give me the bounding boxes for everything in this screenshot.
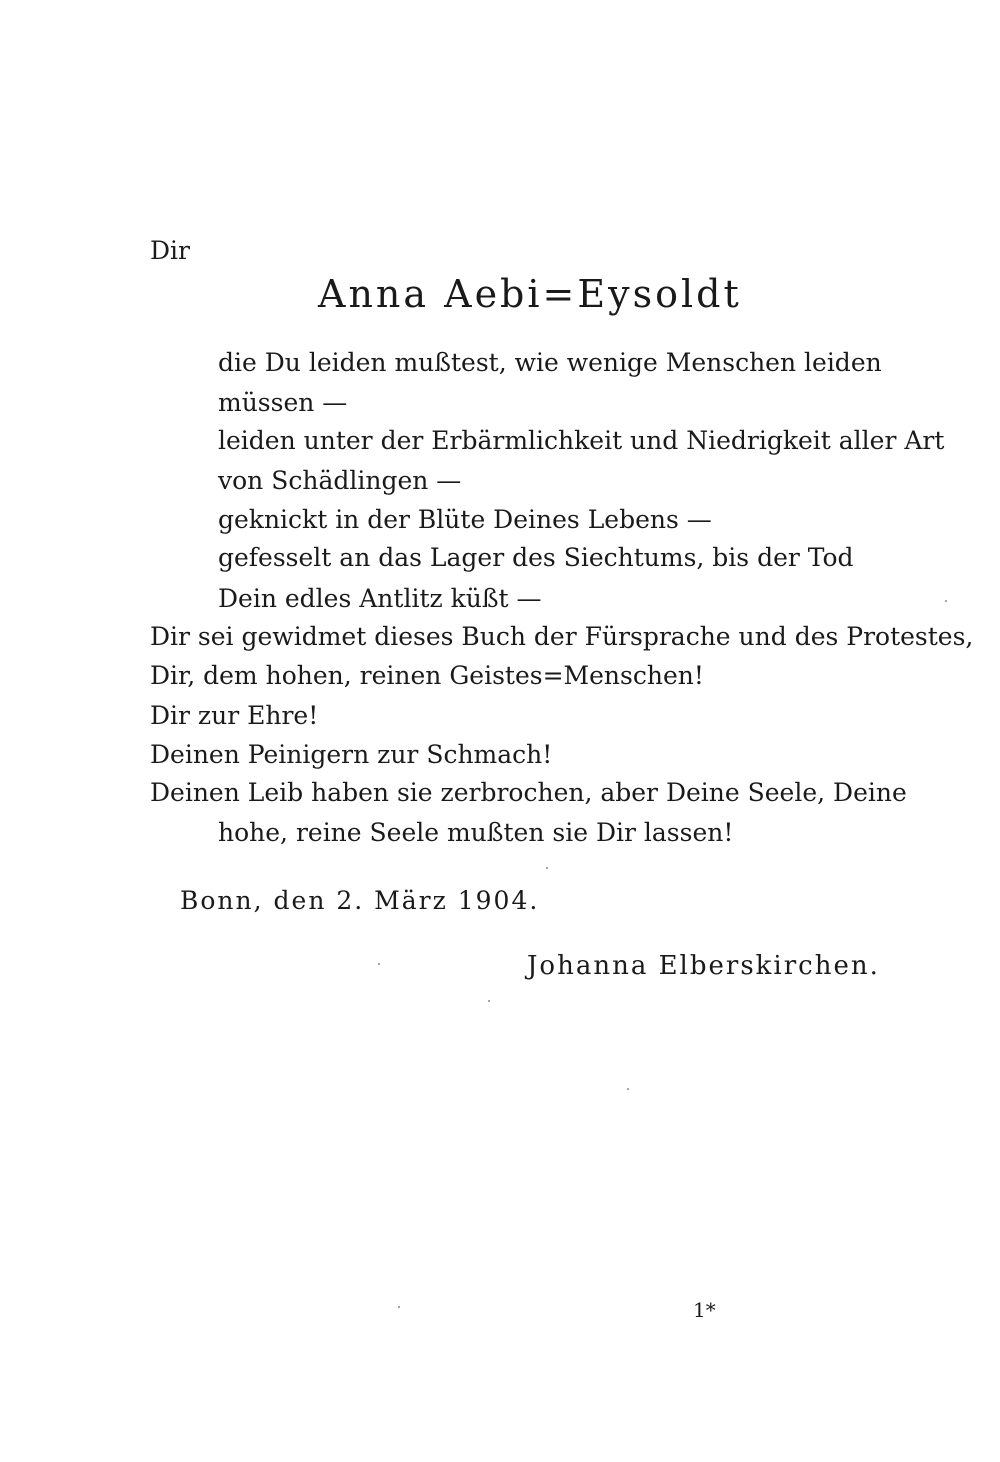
paper-speck bbox=[398, 1306, 400, 1308]
dedication-line: leiden unter der Erbärmlichkeit und Niedrigkeit aller Art bbox=[218, 426, 945, 455]
dedication-line: gefesselt an das Lager des Siechtums, bis der Tod bbox=[218, 543, 854, 572]
dedication-line: die Du leiden mußtest, wie wenige Menschen leiden bbox=[218, 348, 882, 377]
dedication-line: Dir zur Ehre! bbox=[150, 701, 319, 730]
paper-speck bbox=[488, 1000, 490, 1002]
dedication-line: müssen — bbox=[218, 388, 348, 417]
paper-speck bbox=[945, 600, 947, 602]
dedication-line: geknickt in der Blüte Deines Lebens — bbox=[218, 505, 712, 534]
dedication-line: Dir sei gewidmet dieses Buch der Fürsprache und des Protestes, bbox=[150, 622, 974, 651]
page-number: 1* bbox=[693, 1298, 716, 1322]
author-signature: Johanna Elberskirchen. bbox=[527, 951, 880, 981]
dedication-line: Dir, dem hohen, reinen Geistes=Menschen! bbox=[150, 661, 704, 690]
paper-speck bbox=[378, 963, 380, 965]
paper-speck bbox=[546, 867, 548, 869]
dedication-line: Dein edles Antlitz küßt — bbox=[218, 584, 542, 613]
paper-speck bbox=[627, 1088, 629, 1090]
dedication-line: Deinen Leib haben sie zerbrochen, aber Deine Seele, Deine bbox=[150, 778, 907, 807]
dedicatee-name: Anna Aebi=Eysoldt bbox=[318, 272, 742, 316]
place-and-date: Bonn, den 2. März 1904. bbox=[180, 886, 540, 915]
dedication-line: hohe, reine Seele mußten sie Dir lassen! bbox=[218, 818, 734, 847]
dedication-line: von Schädlingen — bbox=[218, 466, 462, 495]
dedication-salutation: Dir bbox=[150, 236, 190, 265]
dedication-line: Deinen Peinigern zur Schmach! bbox=[150, 740, 553, 769]
